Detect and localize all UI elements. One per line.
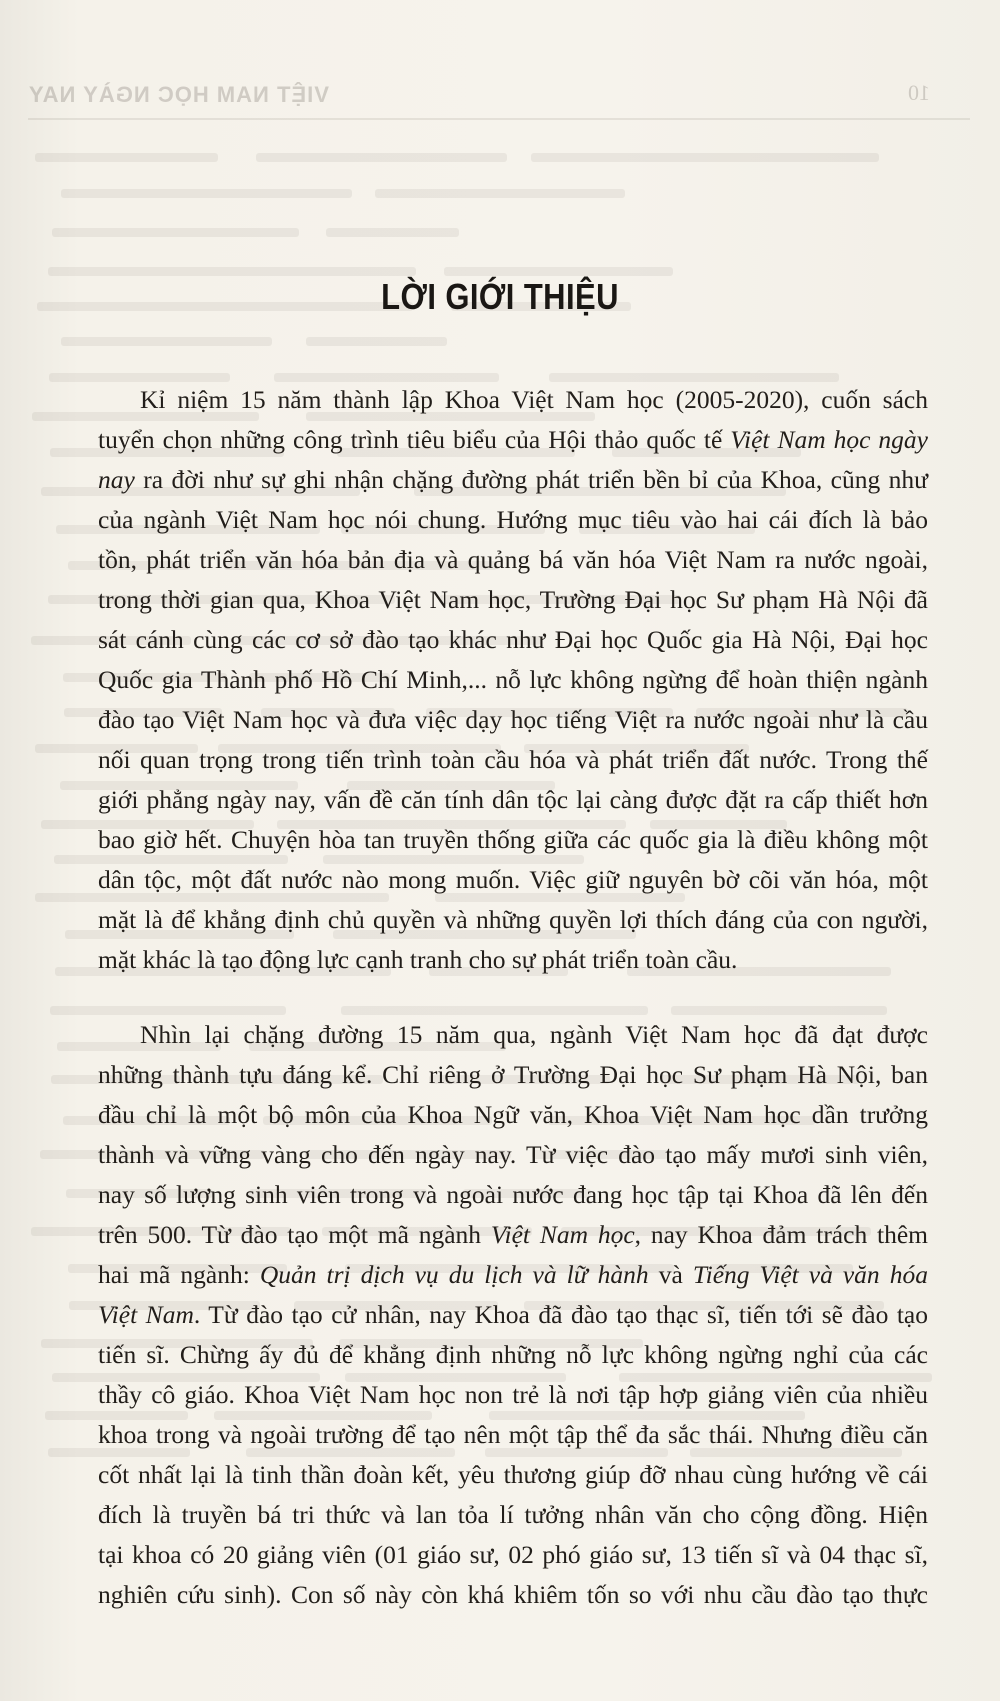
text-line	[98, 420, 928, 460]
text-line	[98, 540, 928, 580]
text-segment: trong thời gian qua, Khoa Việt Nam học, Trường Đại học Sư phạm Hà Nội đã	[98, 585, 928, 614]
text-segment: , nay Khoa đảm trách thêm	[634, 1220, 928, 1249]
italic-text: Việt Nam	[98, 1300, 194, 1329]
text-segment: nay số lượng sinh viên trong và ngoài nước đang học tập tại Khoa đã lên đến	[98, 1180, 928, 1209]
text-line	[98, 620, 928, 660]
text-segment: tiến sĩ. Chừng ấy đủ để khẳng định những nỗ lực không ngừng nghỉ của các	[98, 1340, 928, 1369]
text-line	[98, 1375, 928, 1415]
bleed-line	[531, 153, 880, 162]
text-segment: Quốc gia Thành phố Hồ Chí Minh,... nỗ lực không ngừng để hoàn thiện ngành	[98, 665, 928, 694]
text-line	[98, 700, 928, 740]
bleed-line	[52, 228, 299, 237]
bleed-line	[256, 153, 508, 162]
header-rule	[28, 118, 970, 120]
bleed-line	[671, 1006, 887, 1015]
text-segment: mặt là để khẳng định chủ quyền và những quyền lợi thích đáng của con người,	[98, 905, 928, 934]
text-line	[98, 500, 928, 540]
text-line	[98, 1255, 928, 1295]
text-segment: khoa trong và ngoài trường để tạo nên một tập thể đa sắc thái. Nhưng điều căn	[98, 1420, 928, 1449]
running-head: VIỆT NAM HỌC NGÀY NAY	[28, 82, 329, 107]
text-segment: đích là truyền bá tri thức và lan tỏa lí tưởng nhân văn cho cộng đồng. Hiện	[98, 1500, 928, 1529]
text-segment: thành và vững vàng cho đến ngày nay. Từ việc đào tạo mấy mươi sinh viên,	[98, 1140, 928, 1169]
text-line	[98, 1495, 928, 1535]
text-segment: Nhìn lại chặng đường 15 năm qua, ngành Việt Nam học đã đạt được	[140, 1020, 928, 1049]
italic-text: Việt Nam học	[490, 1220, 635, 1249]
text-segment: trên 500. Từ đào tạo một mã ngành	[98, 1220, 491, 1249]
bleed-line	[61, 337, 272, 346]
text-segment: mặt khác là tạo động lực cạnh tranh cho sự phát triển toàn cầu.	[98, 945, 738, 974]
text-line	[98, 940, 928, 980]
text-segment: những thành tựu đáng kể. Chỉ riêng ở Trường Đại học Sư phạm Hà Nội, ban	[98, 1060, 928, 1089]
text-line	[98, 780, 928, 820]
text-segment: bao giờ hết. Chuyện hòa tan truyền thống giữa các quốc gia là điều không một	[98, 825, 928, 854]
page-number: 10	[908, 80, 930, 105]
text-line	[98, 740, 928, 780]
text-segment: của ngành Việt Nam học nói chung. Hướng mục tiêu vào hai cái đích là bảo	[98, 505, 928, 534]
text-segment: Kỉ niệm 15 năm thành lập Khoa Việt Nam học (2005-2020), cuốn sách	[140, 385, 928, 414]
text-segment: cốt nhất lại là tinh thần đoàn kết, yêu thương giúp đỡ nhau cùng hướng về cái	[98, 1460, 928, 1489]
text-segment: giới phẳng ngày nay, vấn đề căn tính dân tộc lại càng được đặt ra cấp thiết hơn	[98, 785, 928, 814]
text-line	[98, 460, 928, 500]
text-segment: tồn, phát triển văn hóa bản địa và quảng bá văn hóa Việt Nam ra nước ngoài,	[98, 545, 928, 574]
text-line	[98, 380, 928, 420]
bleed-line	[375, 189, 625, 198]
bleed-line	[444, 267, 673, 276]
text-line	[98, 1295, 928, 1335]
bleed-line	[35, 153, 218, 162]
text-segment: sát cánh cùng các cơ sở đào tạo khác như Đại học Quốc gia Hà Nội, Đại học	[98, 625, 928, 654]
italic-text: nay	[98, 465, 135, 494]
paragraph-1	[98, 380, 928, 980]
text-segment: tuyển chọn những công trình tiêu biểu của Hội thảo quốc tế	[98, 425, 731, 454]
italic-text: Tiếng Việt và văn hóa	[692, 1260, 928, 1289]
text-segment: ra đời như sự ghi nhận chặng đường phát triển bền bỉ của Khoa, cũng như	[134, 465, 928, 494]
text-line	[98, 1135, 928, 1175]
text-line	[98, 900, 928, 940]
text-line	[98, 1095, 928, 1135]
text-segment: đầu chỉ là một bộ môn của Khoa Ngữ văn, Khoa Việt Nam học dần trưởng	[98, 1100, 928, 1129]
text-line	[98, 1055, 928, 1095]
text-line	[98, 1455, 928, 1495]
text-segment: nghiên cứu sinh). Con số này còn khá khiêm tốn so với nhu cầu đào tạo thực	[98, 1580, 928, 1609]
text-segment: hai mã ngành:	[98, 1260, 260, 1289]
text-segment: dân tộc, một đất nước nào mong muốn. Việc giữ nguyên bờ cõi văn hóa, một	[98, 865, 928, 894]
text-line	[98, 1535, 928, 1575]
text-line	[98, 1175, 928, 1215]
section-title: LỜI GIỚI THIỆU	[381, 276, 619, 317]
text-segment: nối quan trọng trong tiến trình toàn cầu hóa và phát triển đất nước. Trong thế	[98, 745, 928, 774]
bleed-line	[341, 1006, 649, 1015]
text-line	[98, 580, 928, 620]
text-segment: thầy cô giáo. Khoa Việt Nam học non trẻ là nơi tập hợp giảng viên của nhiều	[98, 1380, 928, 1409]
italic-text: Việt Nam học ngày	[730, 425, 928, 454]
text-line	[98, 860, 928, 900]
text-line	[98, 820, 928, 860]
text-line	[98, 1415, 928, 1455]
bleed-line	[61, 189, 352, 198]
italic-text: Quản trị dịch vụ du lịch và lữ hành	[259, 1260, 649, 1289]
text-line	[98, 660, 928, 700]
bleed-line	[50, 1006, 285, 1015]
text-line	[98, 1575, 928, 1615]
bleed-line	[306, 337, 447, 346]
bleed-line	[326, 228, 459, 237]
text-segment: . Từ đào tạo cử nhân, nay Khoa đã đào tạo thạc sĩ, tiến tới sẽ đào tạo	[193, 1300, 928, 1329]
bleed-line	[48, 267, 416, 276]
text-segment: và	[648, 1260, 693, 1289]
text-segment: đào tạo Việt Nam học và đưa việc dạy học tiếng Việt ra nước ngoài như là cầu	[98, 705, 928, 734]
paragraph-2	[98, 1015, 928, 1615]
text-segment: tại khoa có 20 giảng viên (01 giáo sư, 02 phó giáo sư, 13 tiến sĩ và 04 thạc sĩ,	[98, 1540, 928, 1569]
text-line	[98, 1215, 928, 1255]
text-line	[98, 1015, 928, 1055]
text-line	[98, 1335, 928, 1375]
